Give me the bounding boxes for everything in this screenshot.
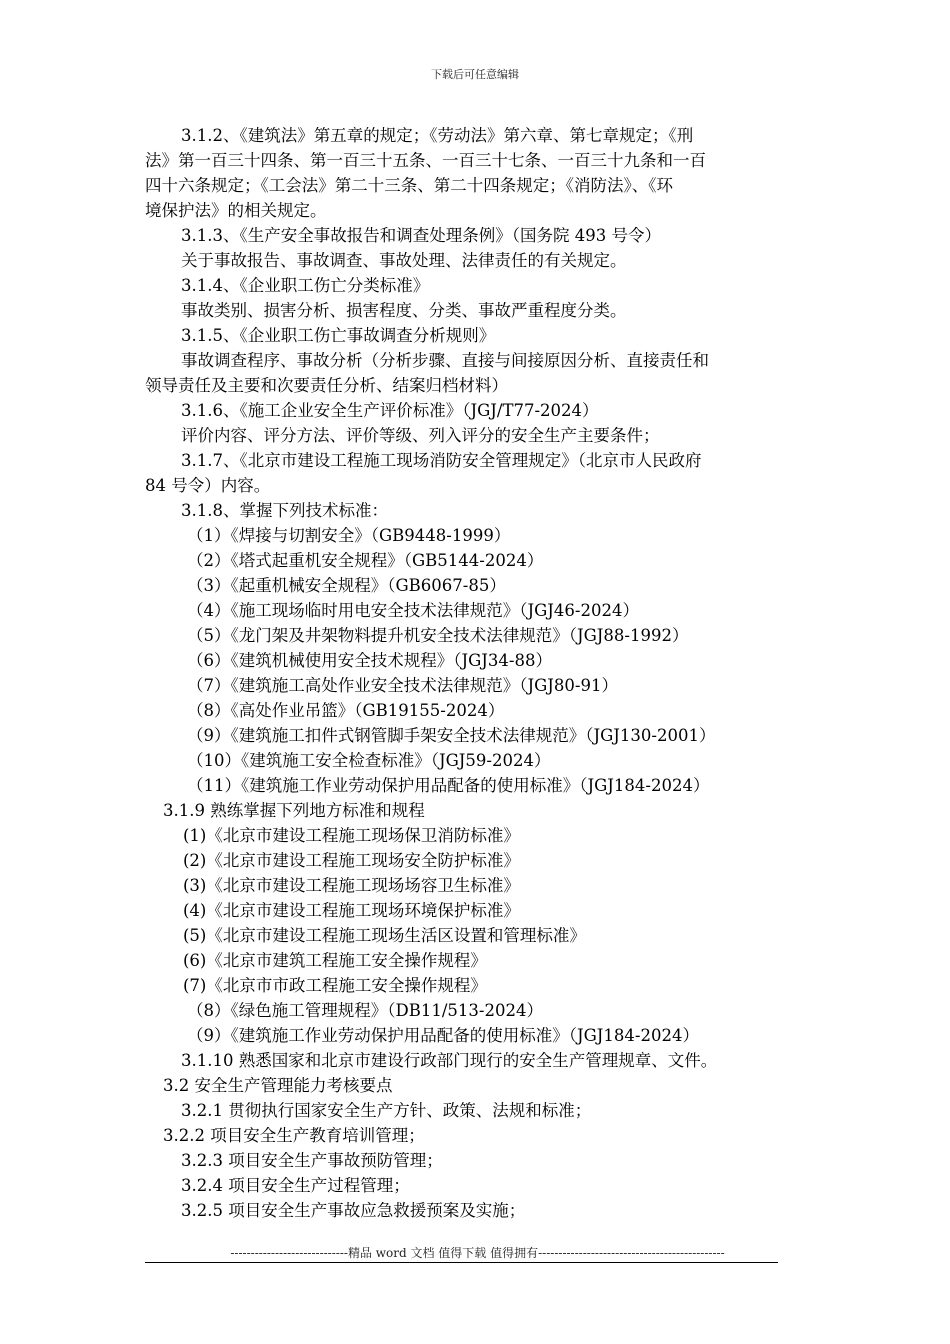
paragraph-line: （3）《起重机械安全规程》（GB6067-85） <box>187 576 506 595</box>
paragraph-line: 3.2 安全生产管理能力考核要点 <box>163 1076 393 1095</box>
paragraph-line: (4)《北京市建设工程施工现场环境保护标准》 <box>183 901 520 920</box>
paragraph-line: （8）《高处作业吊篮》（GB19155-2024） <box>187 701 505 720</box>
paragraph-line: 事故调查程序、事故分析（分析步骤、直接与间接原因分析、直接责任和 <box>181 351 709 370</box>
paragraph-line: 境保护法》的相关规定。 <box>145 201 327 220</box>
paragraph-line: (3)《北京市建设工程施工现场场容卫生标准》 <box>183 876 520 895</box>
paragraph-line: 3.1.4、《企业职工伤亡分类标准》 <box>181 276 430 295</box>
paragraph-line: 3.2.4 项目安全生产过程管理； <box>181 1176 410 1195</box>
paragraph-line: 关于事故报告、事故调查、事故处理、法律责任的有关规定。 <box>181 251 627 270</box>
paragraph-line: 3.2.3 项目安全生产事故预防管理； <box>181 1151 443 1170</box>
paragraph-line: (5)《北京市建设工程施工现场生活区设置和管理标准》 <box>183 926 586 945</box>
paragraph-line: 领导责任及主要和次要责任分析、结案归档材料） <box>145 376 508 395</box>
paragraph-line: 3.2.2 项目安全生产教育培训管理； <box>163 1126 425 1145</box>
paragraph-line: 3.1.5、《企业职工伤亡事故调查分析规则》 <box>181 326 496 345</box>
page-footer: -----------------------------精品 word 文档 值得下载 值得拥有---------------------------------------------- <box>230 1246 725 1260</box>
paragraph-line: 3.2.5 项目安全生产事故应急救援预案及实施； <box>181 1201 526 1220</box>
paragraph-line: （1）《焊接与切割安全》（GB9448-1999） <box>187 526 511 545</box>
footer-divider <box>145 1262 778 1263</box>
paragraph-line: 3.1.2、《建筑法》第五章的规定；《劳动法》第六章、第七章规定；《刑 <box>181 126 694 145</box>
paragraph-line: 3.1.8、掌握下列技术标准： <box>181 501 388 520</box>
paragraph-line: （9）《建筑施工扣件式钢管脚手架安全技术法律规范》（JGJ130-2001） <box>187 726 716 745</box>
paragraph-line: 四十六条规定；《工会法》第二十三条、第二十四条规定；《消防法》、《环 <box>145 176 673 195</box>
paragraph-line: 事故类别、损害分析、损害程度、分类、事故严重程度分类。 <box>181 301 627 320</box>
paragraph-line: 评价内容、评分方法、评价等级、列入评分的安全生产主要条件； <box>181 426 660 445</box>
paragraph-line: （8）《绿色施工管理规程》（DB11/513-2024） <box>187 1001 543 1020</box>
paragraph-line: （2）《塔式起重机安全规程》（GB5144-2024） <box>187 551 544 570</box>
paragraph-line: （7）《建筑施工高处作业安全技术法律规范》（JGJ80-91） <box>187 676 618 695</box>
paragraph-line: （10）《建筑施工安全检查标准》（JGJ59-2024） <box>187 751 551 770</box>
paragraph-line: (1)《北京市建设工程施工现场保卫消防标准》 <box>183 826 520 845</box>
paragraph-line: 3.1.10 熟悉国家和北京市建设行政部门现行的安全生产管理规章、文件。 <box>181 1051 718 1070</box>
paragraph-line: 84 号令）内容。 <box>145 476 271 495</box>
paragraph-line: 法》第一百三十四条、第一百三十五条、一百三十七条、一百三十九条和一百 <box>145 151 706 170</box>
paragraph-line: 3.1.7、《北京市建设工程施工现场消防安全管理规定》（北京市人民政府 <box>181 451 702 470</box>
paragraph-line: （6）《建筑机械使用安全技术规程》（JGJ34-88） <box>187 651 552 670</box>
paragraph-line: （11）《建筑施工作业劳动保护用品配备的使用标准》（JGJ184-2024） <box>187 776 710 795</box>
page-header: 下载后可任意编辑 <box>431 68 519 81</box>
paragraph-line: 3.2.1 贯彻执行国家安全生产方针、政策、法规和标准； <box>181 1101 592 1120</box>
paragraph-line: (2)《北京市建设工程施工现场安全防护标准》 <box>183 851 520 870</box>
paragraph-line: （4）《施工现场临时用电安全技术法律规范》（JGJ46-2024） <box>187 601 639 620</box>
paragraph-line: （9）《建筑施工作业劳动保护用品配备的使用标准》（JGJ184-2024） <box>187 1026 699 1045</box>
paragraph-line: （5）《龙门架及井架物料提升机安全技术法律规范》（JGJ88-1992） <box>187 626 689 645</box>
paragraph-line: 3.1.6、《施工企业安全生产评价标准》（JGJ/T77-2024） <box>181 401 599 420</box>
paragraph-line: 3.1.9 熟练掌握下列地方标准和规程 <box>163 801 425 820</box>
paragraph-line: (6)《北京市建筑工程施工安全操作规程》 <box>183 951 487 970</box>
paragraph-line: 3.1.3、《生产安全事故报告和调查处理条例》（国务院 493 号令） <box>181 226 661 245</box>
document-body <box>145 123 810 1223</box>
paragraph-line: (7)《北京市市政工程施工安全操作规程》 <box>183 976 487 995</box>
